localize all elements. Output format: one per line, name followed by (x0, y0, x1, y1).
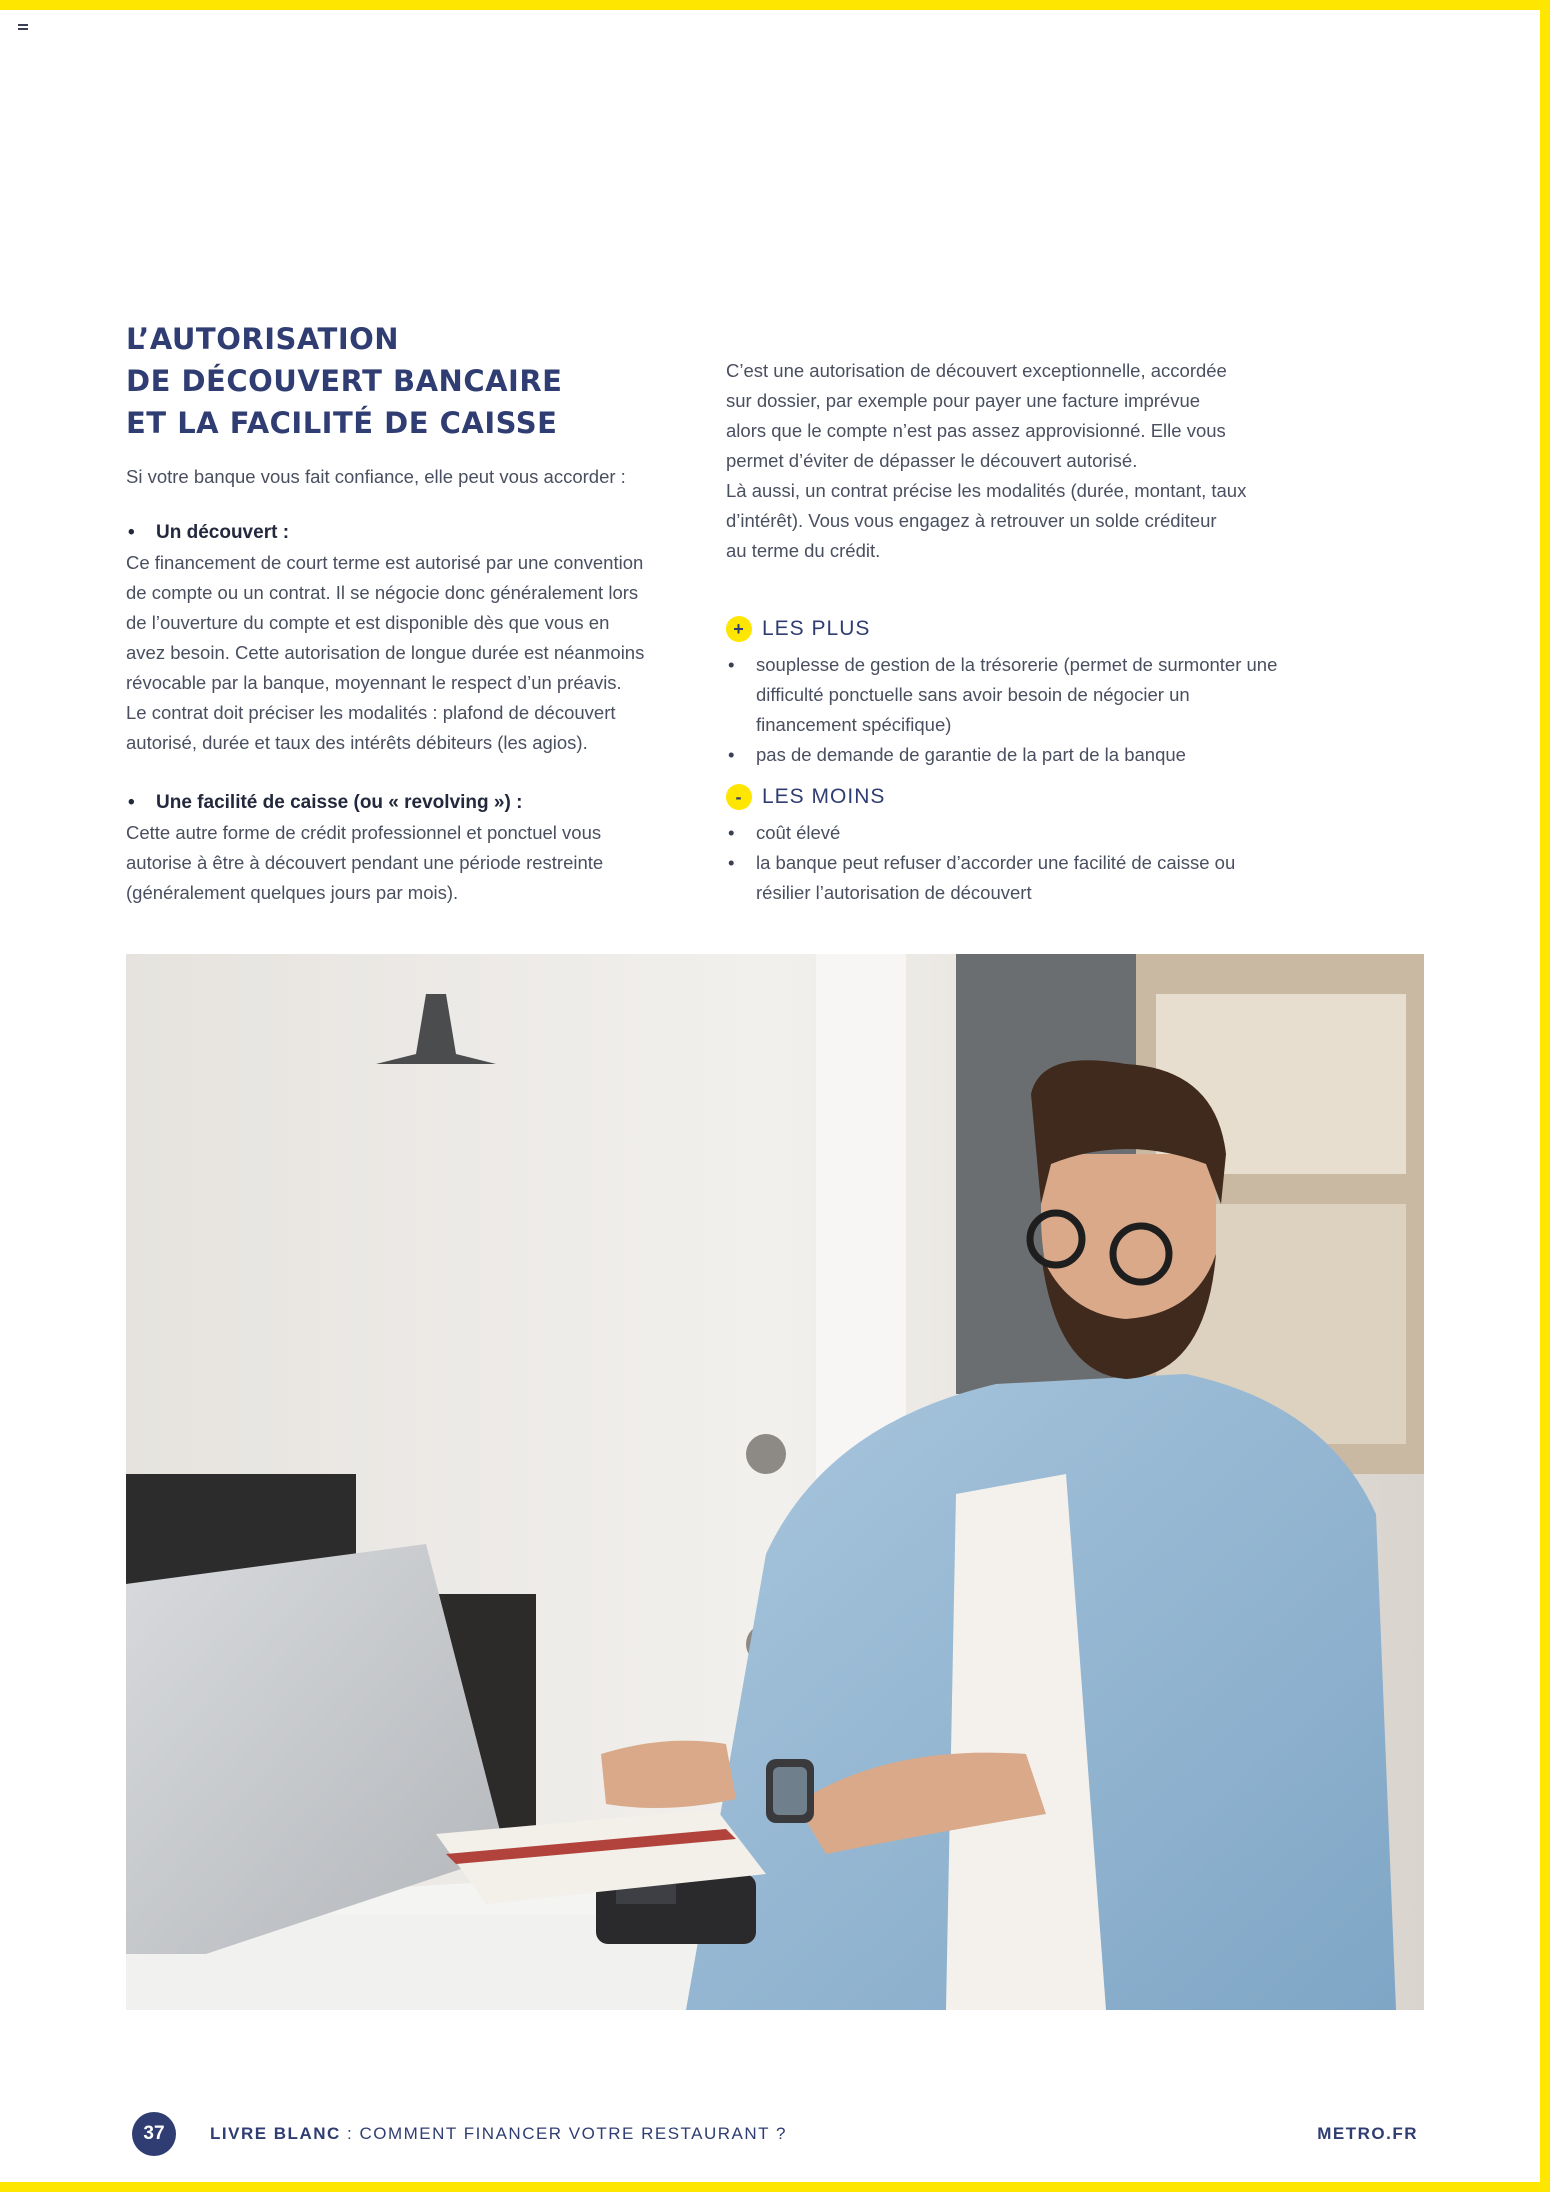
hamburger-menu-icon[interactable] (18, 24, 28, 32)
page (0, 10, 1540, 2182)
page-number: 37 (132, 2112, 176, 2156)
page-footer (132, 2112, 1418, 2156)
facilite-description: C’est une autorisation de découvert exceptionnelle, accordée sur dossier, par exemple pour payer une facture imprévue alors que le compte n’est pas assez approvisionné. Elle vous permet d’éviter de dépasser le découvert autorisé. Là aussi, un contrat précise les modalités (durée, montant, taux d’intérêt). Vous vous engagez à retrouver un solde créditeur au terme du crédit. (726, 360, 1247, 561)
photo-man-laptop-smartwatch (126, 954, 1424, 2010)
page-title (126, 318, 676, 444)
plus-icon: + (726, 616, 752, 642)
decouvert-paragraph: Ce financement de court terme est autorisé par une convention de compte ou un contrat. Il se négocie donc généralement lors de l’ouverture du compte et est disponible dès que vous en avez besoin. Cette autorisation de longue durée est néanmoins révocable par la banque, moyennant le respect d’un préavis. Le contrat doit préciser les modalités : plafond de découvert autorisé, durée et taux des intérêts débiteurs (les agios). (126, 552, 645, 753)
list-item: • pas de demande de garantie de la part de la banque (726, 740, 1286, 770)
title-line: DE DÉCOUVERT BANCAIRE (126, 364, 563, 398)
site-link[interactable]: METRO.FR (1317, 2124, 1418, 2143)
minus-icon: - (726, 784, 752, 810)
decouvert-heading: • Un découvert : (126, 518, 676, 548)
plus-heading: + LES PLUS (726, 614, 1286, 644)
bullet-dot-icon: • (128, 522, 135, 543)
photo-illustration (126, 954, 1424, 2010)
moins-list (726, 818, 1286, 908)
title-line: ET LA FACILITÉ DE CAISSE (126, 406, 558, 440)
facilite-heading: • Une facilité de caisse (ou « revolving ») : (126, 788, 676, 818)
bullet-dot-icon: • (128, 792, 135, 813)
list-item: • souplesse de gestion de la trésorerie (permet de surmonter une difficulté ponctuelle sans avoir besoin de négocier un financement spécifique) (726, 650, 1286, 740)
plus-list (726, 650, 1286, 770)
list-item: • la banque peut refuser d’accorder une facilité de caisse ou résilier l’autorisation de découvert (726, 848, 1286, 908)
left-column (126, 318, 676, 908)
document-title: LIVRE BLANC : COMMENT FINANCER VOTRE RESTAURANT ? (210, 2124, 787, 2143)
facilite-paragraph: Cette autre forme de crédit professionnel et ponctuel vous autorise à être à découvert pendant une période restreinte (généralement quelques jours par mois). (126, 822, 604, 903)
lead-text: Si votre banque vous fait confiance, elle peut vous accorder : (126, 466, 626, 487)
right-column (726, 356, 1286, 908)
list-item: • coût élevé (726, 818, 1286, 848)
moins-heading: - LES MOINS (726, 782, 1286, 812)
title-line: L’AUTORISATION (126, 322, 400, 356)
